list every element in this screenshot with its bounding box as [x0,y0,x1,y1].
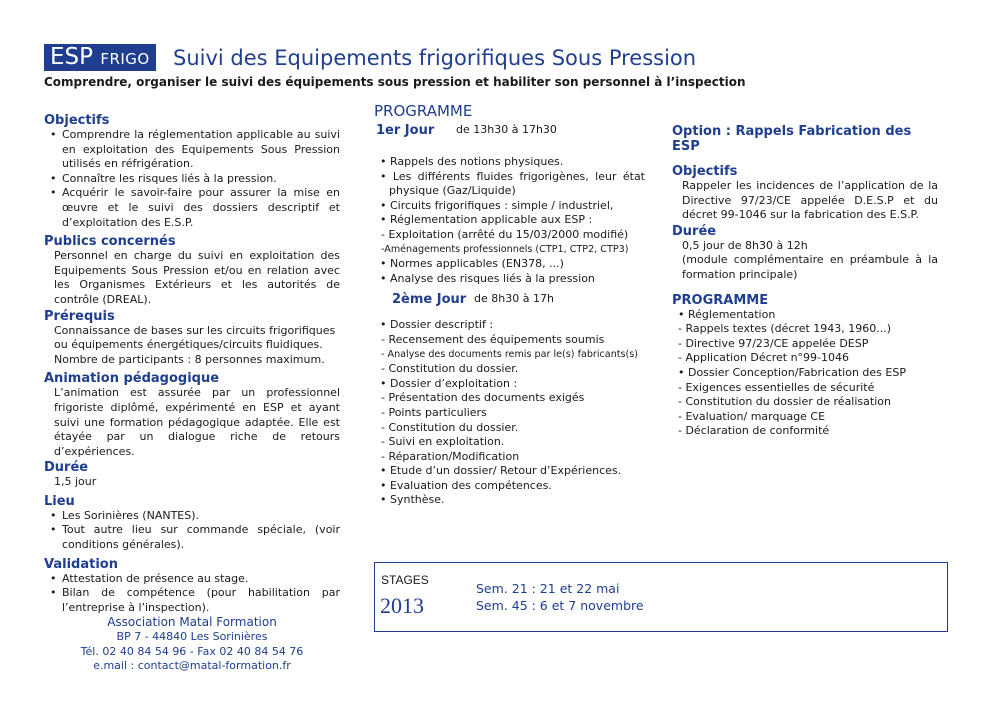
list-item: • Dossier d’exploitation : [380,376,518,390]
list-item: • Normes applicables (EN378, ...) [380,257,564,271]
validation-heading: Validation [44,556,118,572]
day1-header [374,123,654,139]
option-column [672,124,938,439]
programme-heading: PROGRAMME [374,102,473,120]
stages-year: 2013 [380,593,424,618]
option-heading: Option : Rappels Fabrication des ESP [672,124,912,154]
lieu-list [44,509,340,553]
phone-fax: Tél. 02 40 84 54 96 - Fax 02 40 84 54 76 [80,644,304,658]
address: BP 7 - 44840 Les Sorinières [116,630,268,643]
list-item: - Réparation/Modification [381,449,520,463]
stages-label: STAGES [381,573,429,587]
participants-text: Nombre de participants : 8 personnes maximum. [54,352,325,366]
option-objectifs-text: Rappeler les incidences de l’application de la Directive 97/23/CE appelée D.E.S.P et du décret 99-1046 sur la fabrication des E.S.P. [682,179,938,222]
publics-text: Personnel en charge du suivi en exploitation des Equipements Sous Pression et/ou en relation avec les Organismes Extérieurs et les autorités de contrôle (DREAL). [54,249,340,306]
list-item: • Evaluation des compétences. [380,478,552,492]
page-subtitle: Comprendre, organiser le suivi des équipements sous pression et habiliter son personnel à l’inspection [44,75,746,89]
list-item: - Directive 97/23/CE appelée DESP [678,336,869,350]
list-item: - Déclaration de conformité [678,424,830,438]
day2-time: de 8h30 à 17h [474,292,554,306]
animation-heading: Animation pédagogique [44,371,220,387]
stages-session-1: Sem. 21 : 21 et 22 mai [476,581,620,596]
left-column [44,112,340,615]
list-item: - Points particuliers [381,405,487,419]
day1-label: 1er Jour [376,123,435,138]
option-objectifs-heading: Objectifs [672,164,738,179]
list-item: • Synthèse. [380,493,445,507]
list-item: • Bilan de compétence (pour habilitation par l’entreprise à l’inspection). [62,586,340,615]
list-item: • Dossier descriptif : [380,318,494,332]
day1-time: de 13h30 à 17h30 [456,123,557,136]
list-item: • Tout autre lieu sur commande spéciale, (voir conditions générales). [62,523,340,552]
list-item: • Les Sorinières (NANTES). [62,509,340,524]
list-item: • Acquérir le savoir-faire pour assurer la mise en œuvre et le suivi des dossiers descriptif et d’exploitation des E.S.P. [62,186,340,230]
list-item: - Constitution du dossier de réalisation [678,395,891,409]
stages-box [374,562,948,632]
prerequis-heading: Prérequis [44,308,115,324]
animation-text: L’animation est assurée par un professionnel frigoriste diplômé, expérimenté en ESP et ayant suivi une formation pédagogique adaptée. Elle est étayée par un dialogue riche de retours d’expériences. [54,386,340,458]
option-duree-heading: Durée [672,223,717,239]
list-item: - Analyse des documents remis par le(s) fabricants(s) [381,348,639,360]
list-item: • Rappels des notions physiques. [380,155,564,168]
duree-heading: Durée [44,460,89,476]
list-item: - Evaluation/ marquage CE [678,409,826,423]
brand-esp: ESP [50,44,101,70]
option-programme-heading: PROGRAMME [672,292,769,308]
lieu-heading: Lieu [44,493,75,509]
list-item: - Exigences essentielles de sécurité [678,380,875,394]
list-item: • Réglementation applicable aux ESP : [380,213,593,227]
validation-list [44,572,340,616]
list-item: • Analyse des risques liés à la pression [380,271,595,285]
page-title: Suivi des Equipements frigorifiques Sous Pression [173,46,697,70]
brand-badge [44,44,156,71]
duree-text: 1,5 jour [54,475,97,489]
list-item: • Dossier Conception/Fabrication des ESP [678,365,906,379]
objectifs-heading: Objectifs [44,113,110,128]
email-link[interactable]: e.mail : contact@matal-formation.fr [93,659,291,672]
day2-list [374,318,654,508]
organisation-name: Association Matal Formation [107,615,277,629]
stages-session-2: Sem. 45 : 6 et 7 novembre [476,598,644,613]
prerequis-text: Connaissance de bases sur les circuits frigorifiques ou équipements énergétiques/circuits fluidiques. [54,323,336,352]
day1-list [374,155,654,286]
option-programme-list [672,308,938,439]
option-duree-text: 0,5 jour de 8h30 à 12h [682,238,808,252]
list-item: - Application Décret n°99-1046 [678,351,849,365]
list-item: - Présentation des documents exigés [381,391,585,405]
programme-column [374,102,654,508]
objectifs-list [44,128,340,230]
day2-header [374,292,654,308]
list-item: - Rappels textes (décret 1943, 1960...) [678,322,892,336]
list-item: -Aménagements professionnels (CTP1, CTP2, CTP3) [381,243,629,255]
list-item: • Attestation de présence au stage. [62,572,340,587]
publics-heading: Publics concernés [44,234,176,250]
brand-frigo: FRIGO [100,50,150,68]
list-item: • Réglementation [678,307,776,321]
list-item: - Suivi en exploitation. [381,435,505,449]
day2-label: 2ème Jour [392,292,467,308]
list-item: • Les différents fluides frigorigènes, leur état physique (Gaz/Liquide) [380,169,645,198]
option-duree-note: (module complémentaire en préambule à la formation principale) [682,253,938,281]
list-item: - Recensement des équipements soumis [381,332,605,346]
list-item: • Connaître les risques liés à la pression. [62,172,340,187]
list-item: • Circuits frigorifiques : simple / industriel, [380,198,614,212]
list-item: • Etude d’un dossier/ Retour d’Expériences. [380,464,622,478]
list-item: - Constitution du dossier. [381,420,519,434]
list-item: - Constitution du dossier. [381,362,519,376]
contact-block [44,614,340,674]
list-item: • Comprendre la réglementation applicable au suivi en exploitation des Equipements Sous Pression utilisés en réfrigération. [62,128,340,172]
list-item: - Exploitation (arrêté du 15/03/2000 modifié) [381,227,629,241]
